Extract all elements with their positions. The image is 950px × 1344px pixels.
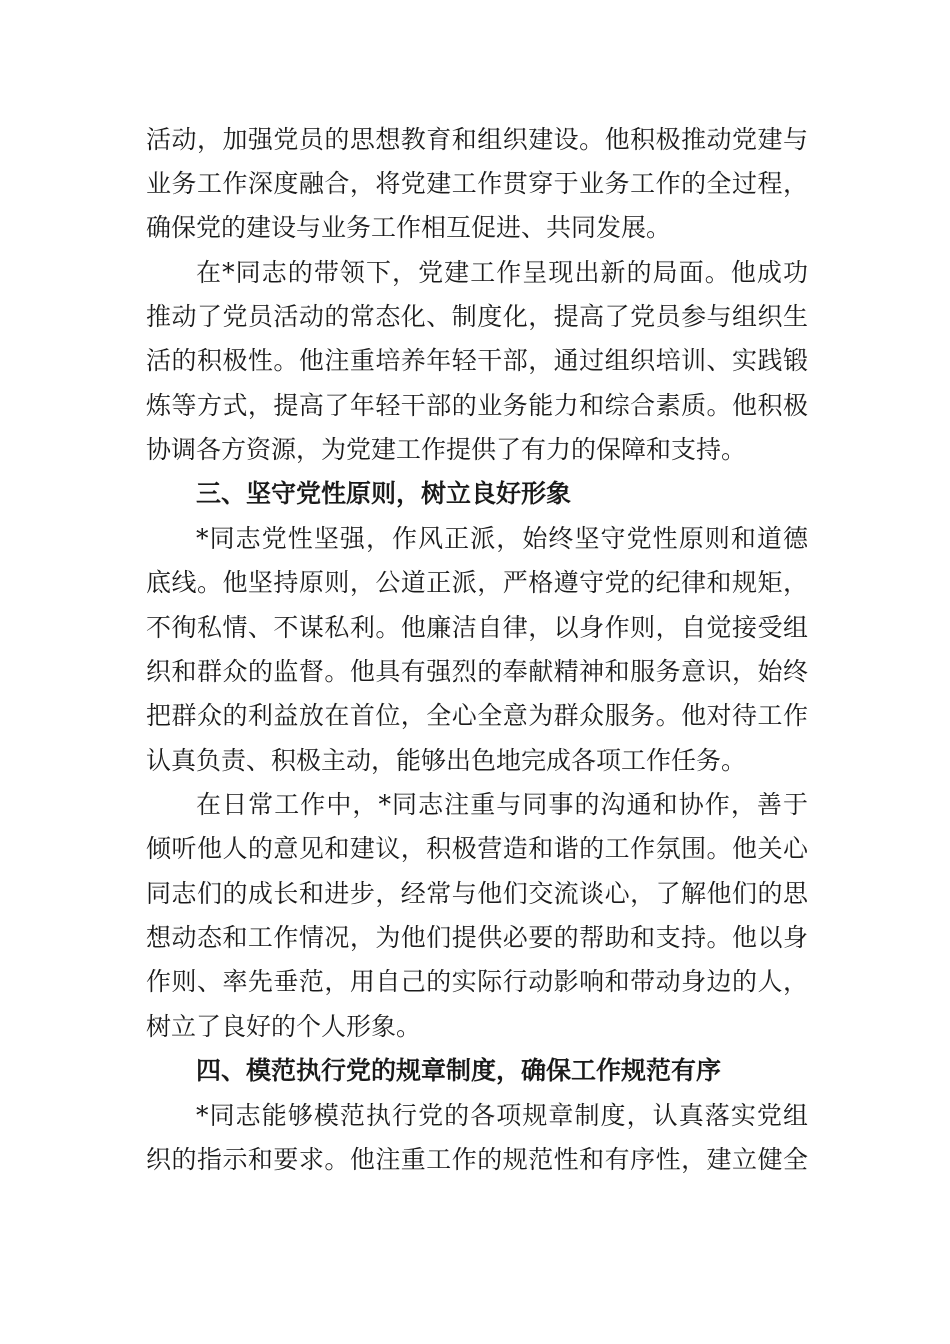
- paragraph-line: 协调各方资源，为党建工作提供了有力的保障和支持。: [146, 435, 747, 464]
- paragraph-line: 活动，加强党员的思想教育和组织建设。他积极推动党建与: [146, 125, 808, 154]
- paragraph-line: 织和群众的监督。他具有强烈的奉献精神和服务意识，始终: [146, 657, 808, 686]
- paragraph-line: 确保党的建设与业务工作相互促进、共同发展。: [146, 213, 672, 242]
- paragraph-line: 同志们的成长和进步，经常与他们交流谈心，了解他们的思: [146, 879, 808, 908]
- paragraph-line: 炼等方式，提高了年轻干部的业务能力和综合素质。他积极: [146, 391, 808, 420]
- paragraph-line: *同志能够模范执行党的各项规章制度，认真落实党组: [196, 1101, 808, 1130]
- paragraph-line: 底线。他坚持原则，公道正派，严格遵守党的纪律和规矩，: [146, 568, 808, 597]
- paragraph-line: 作则、率先垂范，用自己的实际行动影响和带动身边的人，: [146, 967, 808, 996]
- section-heading: 三、坚守党性原则，树立良好形象: [196, 479, 572, 508]
- paragraph-line: 认真负责、积极主动，能够出色地完成各项工作任务。: [146, 746, 747, 775]
- paragraph-line: 织的指示和要求。他注重工作的规范性和有序性，建立健全: [146, 1145, 808, 1174]
- paragraph-line: 活的积极性。他注重培养年轻干部，通过组织培训、实践锻: [146, 346, 808, 375]
- paragraph-line: 在*同志的带领下，党建工作呈现出新的局面。他成功: [196, 258, 808, 287]
- paragraph-line: 推动了党员活动的常态化、制度化，提高了党员参与组织生: [146, 302, 808, 331]
- paragraph-line: 想动态和工作情况，为他们提供必要的帮助和支持。他以身: [146, 923, 808, 952]
- paragraph-line: 树立了良好的个人形象。: [146, 1012, 422, 1041]
- paragraph-line: 倾听他人的意见和建议，积极营造和谐的工作氛围。他关心: [146, 834, 808, 863]
- section-heading: 四、模范执行党的规章制度，确保工作规范有序: [196, 1056, 722, 1085]
- paragraph-line: 业务工作深度融合，将党建工作贯穿于业务工作的全过程，: [146, 169, 808, 198]
- paragraph-line: 不徇私情、不谋私利。他廉洁自律，以身作则，自觉接受组: [146, 613, 808, 642]
- paragraph-line: 把群众的利益放在首位，全心全意为群众服务。他对待工作: [146, 701, 808, 730]
- paragraph-line: *同志党性坚强，作风正派，始终坚守党性原则和道德: [196, 524, 808, 553]
- paragraph-line: 在日常工作中，*同志注重与同事的沟通和协作，善于: [196, 790, 808, 819]
